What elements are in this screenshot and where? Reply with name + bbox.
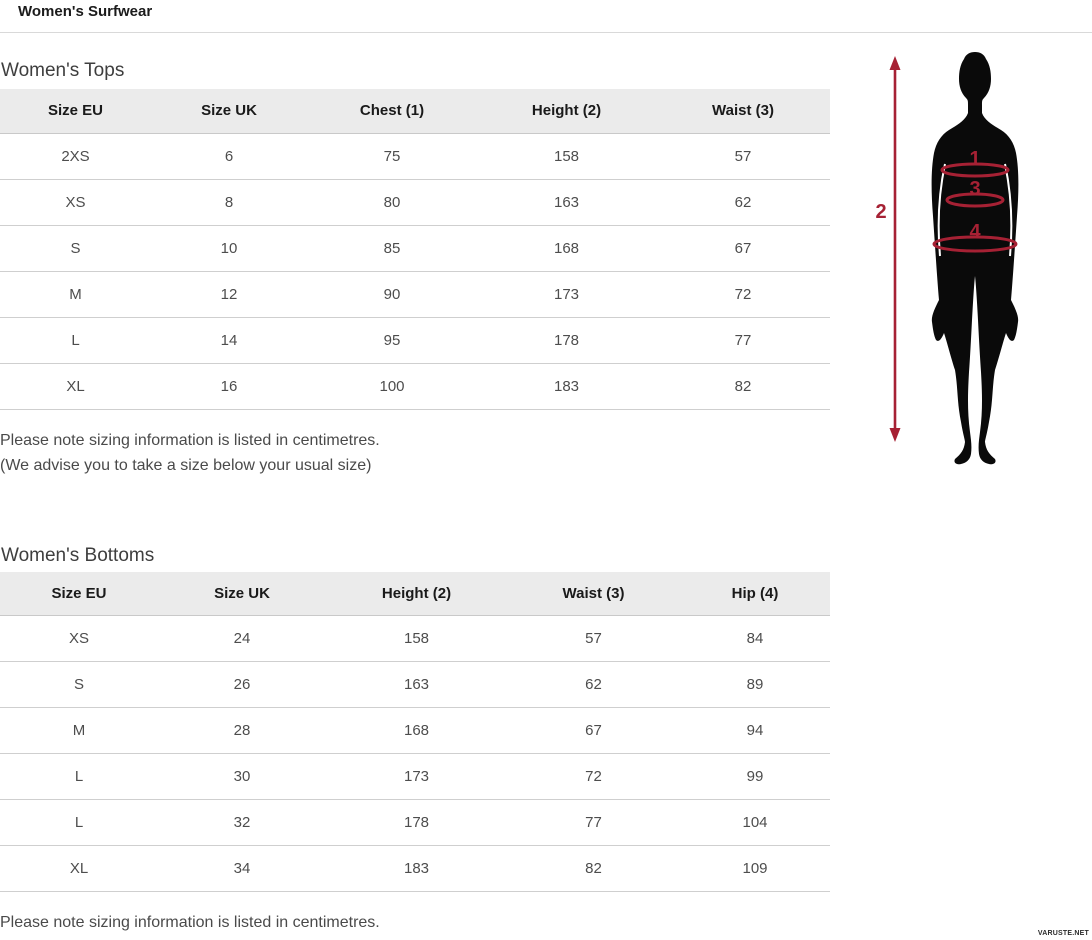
table-row [0,846,830,892]
measurement-figure [865,50,1065,465]
bottoms-table-body [0,616,830,892]
page-header [0,0,1092,33]
bottoms-size-table [0,572,830,893]
table-cell: 85 [307,225,477,271]
table-row [0,179,830,225]
bottoms-notes [0,910,1092,935]
column-header: Waist (3) [507,572,680,616]
bottoms-section-heading: Women's Bottoms [1,544,155,566]
table-cell: 82 [507,846,680,892]
table-cell: 95 [307,317,477,363]
table-row [0,800,830,846]
column-header: Size UK [158,572,326,616]
tops-table-body [0,133,830,409]
table-cell: 168 [477,225,656,271]
height-label: 2 [875,201,887,223]
table-cell: L [0,754,158,800]
table-cell: 30 [158,754,326,800]
table-row [0,708,830,754]
table-cell: 32 [158,800,326,846]
table-cell: 57 [656,133,830,179]
table-cell: 8 [151,179,307,225]
bottoms-header-row [0,572,830,616]
column-header: Chest (1) [307,89,477,133]
table-cell: 62 [656,179,830,225]
table-cell: L [0,800,158,846]
column-header: Height (2) [326,572,507,616]
table-cell: XL [0,846,158,892]
table-cell: 163 [326,662,507,708]
chest-label: 1 [969,148,981,170]
column-header: Size UK [151,89,307,133]
table-cell: 67 [507,708,680,754]
table-cell: 104 [680,800,830,846]
table-row [0,133,830,179]
table-cell: 100 [307,363,477,409]
table-row [0,754,830,800]
table-cell: 6 [151,133,307,179]
hip-label: 4 [969,221,981,243]
table-cell: 57 [507,616,680,662]
note-line: (We advise you to take a size below your usual size) [0,456,372,474]
table-cell: M [0,708,158,754]
table-cell: 67 [656,225,830,271]
table-cell: 10 [151,225,307,271]
table-cell: 12 [151,271,307,317]
note-line: Please note sizing information is listed in centimetres. [0,914,380,931]
table-cell: XS [0,616,158,662]
table-cell: 72 [656,271,830,317]
table-cell: 183 [477,363,656,409]
body-silhouette-diagram [865,50,1065,465]
tops-header-row [0,89,830,133]
column-header: Hip (4) [680,572,830,616]
bottoms-table-head [0,572,830,616]
table-cell: 178 [477,317,656,363]
table-cell: 109 [680,846,830,892]
table-cell: 80 [307,179,477,225]
tops-size-table [0,89,830,410]
table-cell: 14 [151,317,307,363]
table-row [0,363,830,409]
table-cell: 84 [680,616,830,662]
table-cell: 163 [477,179,656,225]
female-silhouette [932,52,1019,464]
table-cell: 72 [507,754,680,800]
table-cell: 26 [158,662,326,708]
table-cell: 94 [680,708,830,754]
table-cell: 77 [656,317,830,363]
table-cell: 89 [680,662,830,708]
waist-label: 3 [969,178,981,200]
table-cell: 16 [151,363,307,409]
table-row [0,271,830,317]
table-cell: 34 [158,846,326,892]
tops-table-head [0,89,830,133]
table-cell: L [0,317,151,363]
table-cell: 62 [507,662,680,708]
column-header: Size EU [0,572,158,616]
table-row [0,317,830,363]
table-cell: S [0,225,151,271]
column-header: Size EU [0,89,151,133]
table-cell: M [0,271,151,317]
page-title: Women's Surfwear [18,3,153,20]
table-cell: XS [0,179,151,225]
table-row [0,616,830,662]
table-cell: 77 [507,800,680,846]
table-cell: XL [0,363,151,409]
height-arrow [890,56,901,442]
note-line: Please note sizing information is listed in centimetres. [0,431,380,449]
table-cell: 99 [680,754,830,800]
table-cell: 75 [307,133,477,179]
table-cell: 158 [326,616,507,662]
column-header: Height (2) [477,89,656,133]
table-cell: 168 [326,708,507,754]
tops-section-heading: Women's Tops [1,60,125,81]
table-cell: 173 [477,271,656,317]
table-cell: 158 [477,133,656,179]
watermark: VARUSTE.NET [1037,930,1089,937]
table-cell: 173 [326,754,507,800]
table-cell: 2XS [0,133,151,179]
column-header: Waist (3) [656,89,830,133]
table-cell: 90 [307,271,477,317]
table-row [0,225,830,271]
table-cell: 28 [158,708,326,754]
table-cell: S [0,662,158,708]
table-cell: 178 [326,800,507,846]
table-cell: 183 [326,846,507,892]
table-cell: 24 [158,616,326,662]
table-cell: 82 [656,363,830,409]
table-row [0,662,830,708]
